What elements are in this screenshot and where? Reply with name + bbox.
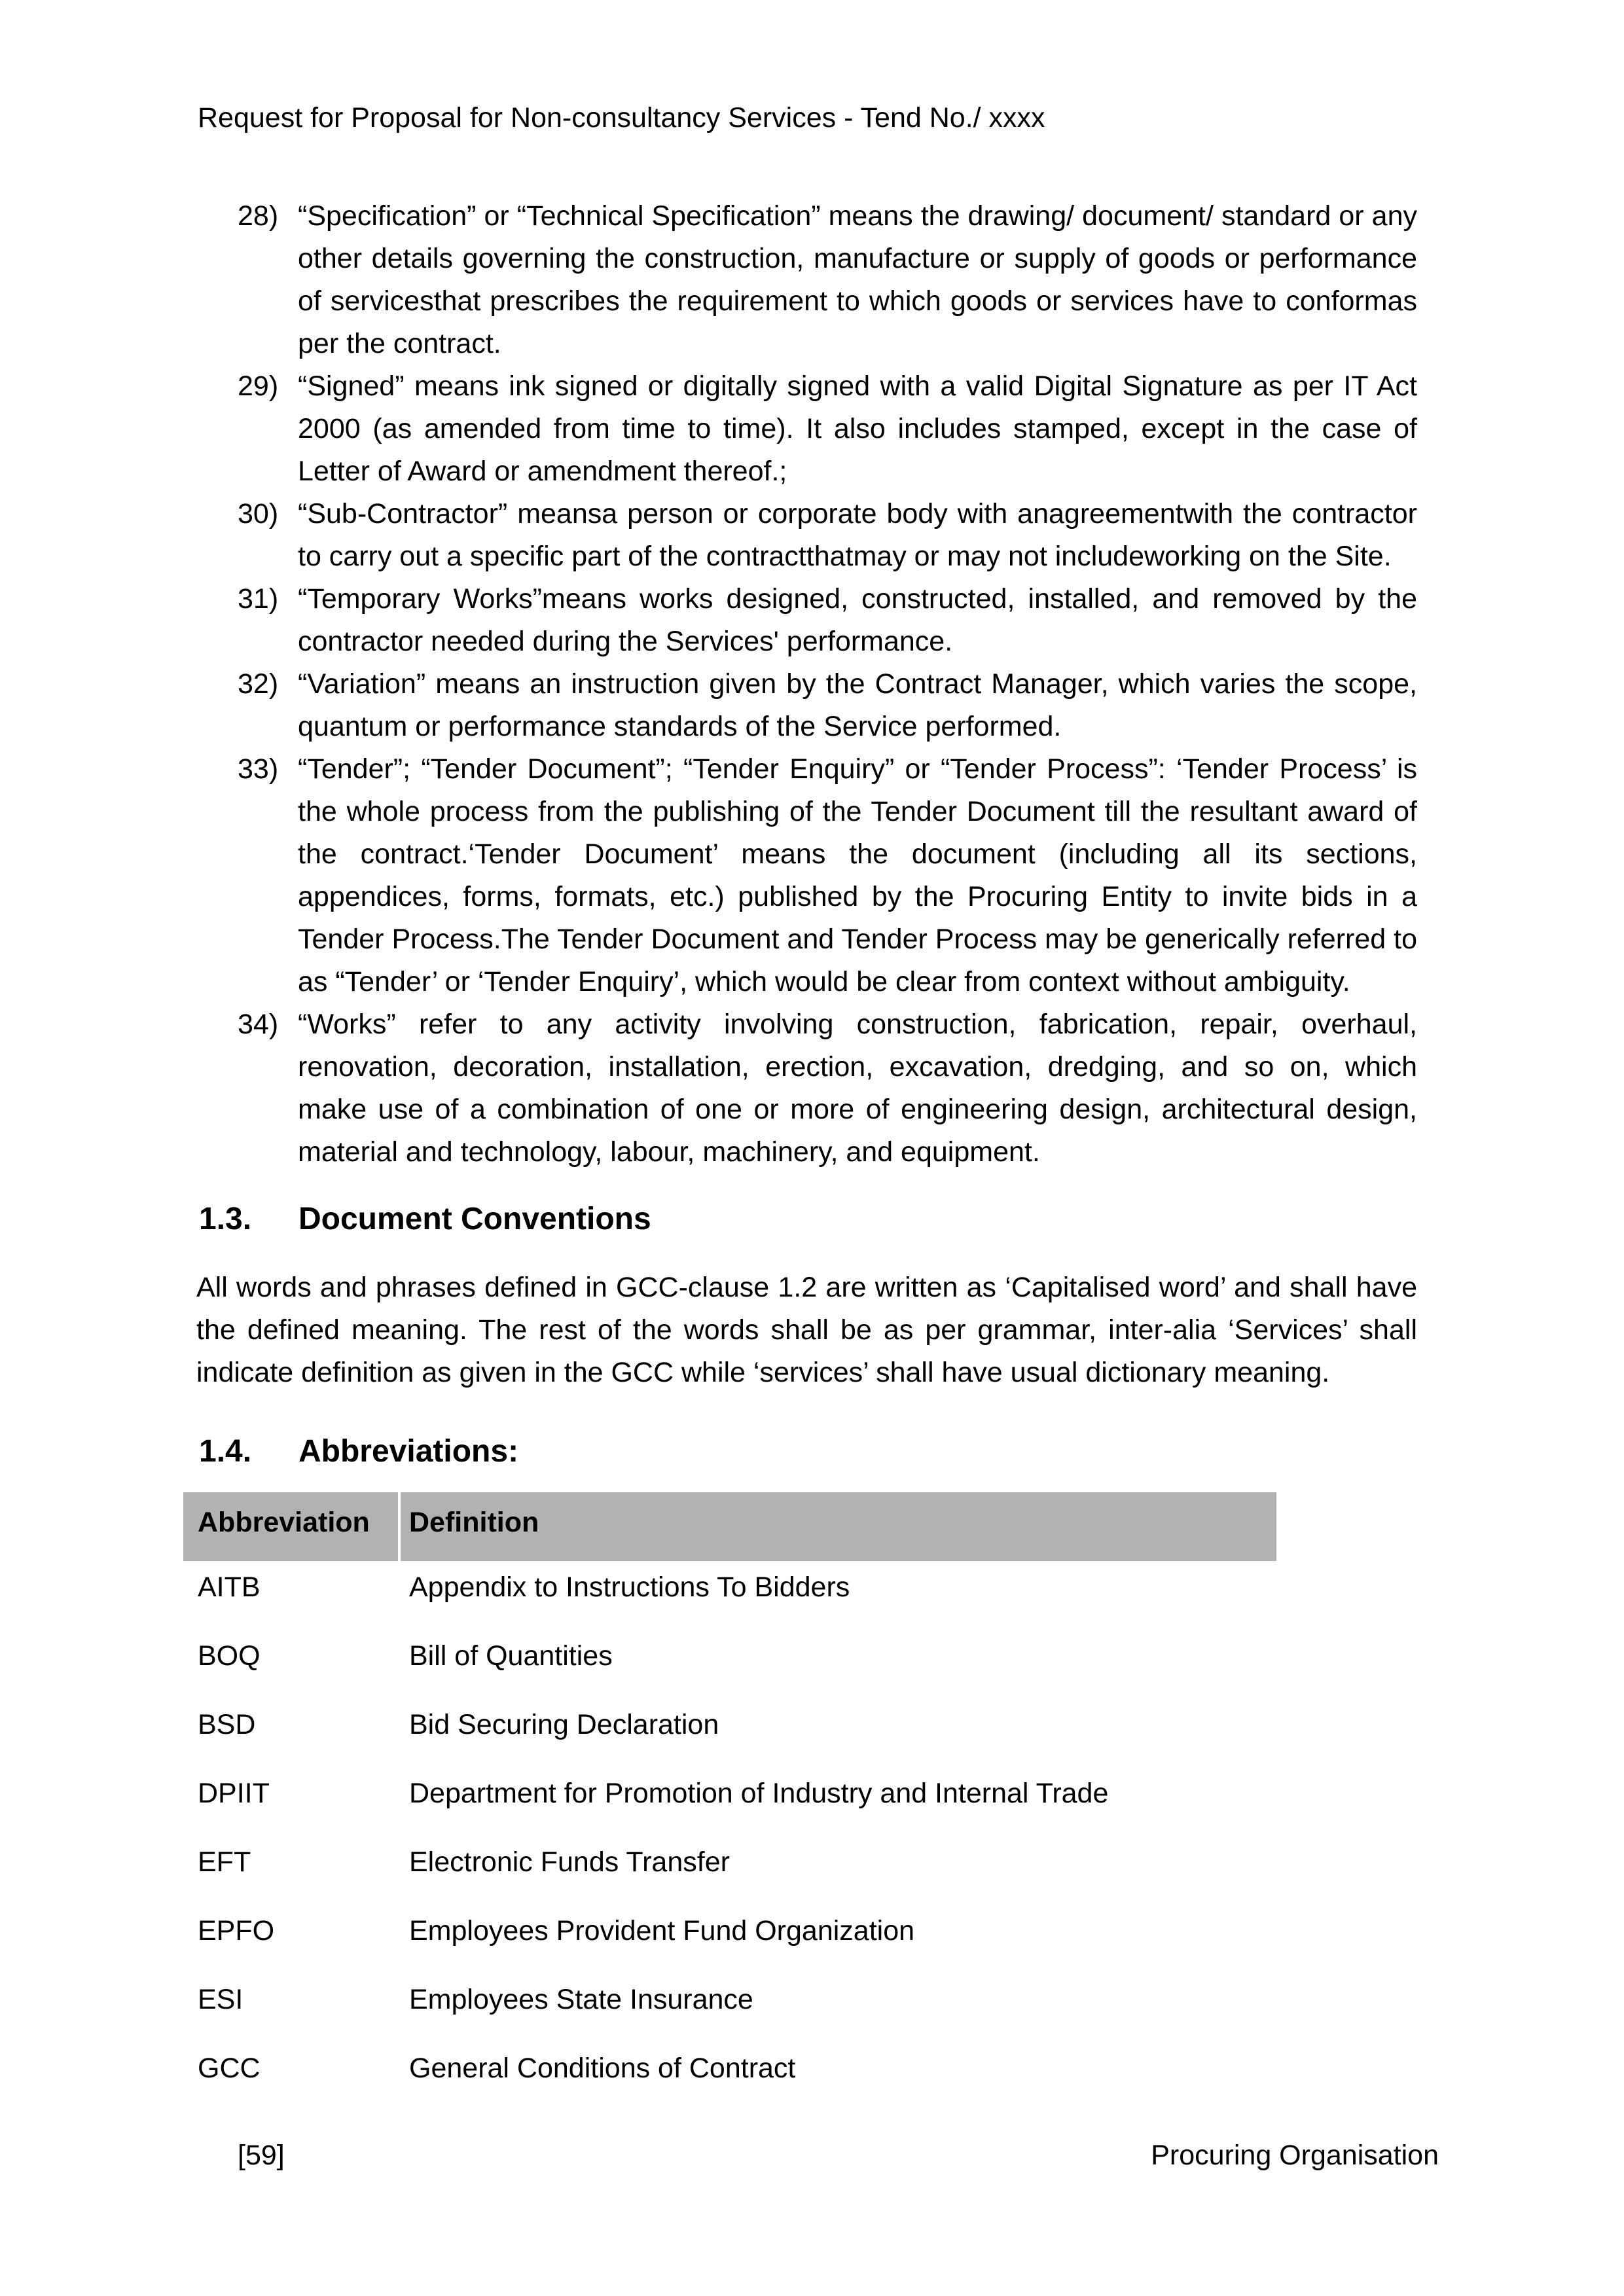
table-row	[183, 2042, 1276, 2111]
item-text: “Works” refer to any activity involving construction, fabrication, repair, overhaul, renovation, decoration, installation, erection, excavation, dredging, and so on, which make use of a combination of one or more of engineering design, architectural design, material and technology, labour, machinery, and equipment.	[298, 1009, 1417, 1168]
page-footer	[238, 2134, 1439, 2177]
abbreviation-cell: BSD	[198, 1709, 256, 1740]
definition-cell: General Conditions of Contract	[409, 2053, 796, 2084]
definition-cell: Bid Securing Declaration	[409, 1709, 719, 1740]
abbreviation-cell: GCC	[198, 2053, 261, 2084]
item-number: 28)	[238, 200, 279, 232]
table-row	[183, 1630, 1276, 1698]
item-number: 29)	[238, 370, 279, 402]
definition-item-29	[238, 365, 1417, 493]
definition-item-33	[238, 748, 1417, 1003]
definition-item-34	[238, 1003, 1417, 1174]
definition-cell: Electronic Funds Transfer	[409, 1846, 730, 1878]
table-row	[183, 1836, 1276, 1905]
abbreviations-table	[183, 1492, 1276, 2111]
item-text: “Sub-Contractor” meansa person or corporate body with anagreementwith the contractor to carry out a specific part of the contractthatmay or may not includeworking on the Site.	[298, 498, 1417, 572]
item-text: “Variation” means an instruction given by the Contract Manager, which varies the scope, quantum or performance standards of the Service performed.	[298, 668, 1417, 742]
abbreviation-cell: DPIIT	[198, 1778, 270, 1809]
section-heading-abbreviations	[199, 1430, 518, 1473]
definition-item-31	[238, 578, 1417, 663]
section-heading-document-conventions	[199, 1198, 651, 1240]
item-number: 31)	[238, 583, 279, 615]
definition-cell: Department for Promotion of Industry and Internal Trade	[409, 1778, 1109, 1809]
abbreviation-cell: EFT	[198, 1846, 251, 1878]
abbreviation-cell: ESI	[198, 1984, 244, 2015]
section-title: Document Conventions	[298, 1202, 651, 1236]
item-number: 34)	[238, 1009, 279, 1040]
section-title: Abbreviations:	[298, 1434, 519, 1469]
definition-item-30	[238, 493, 1417, 578]
definition-cell: Bill of Quantities	[409, 1640, 613, 1672]
item-text: “Temporary Works”means works designed, constructed, installed, and removed by the contractor needed during the Services' performance.	[298, 583, 1417, 657]
definition-cell: Employees State Insurance	[409, 1984, 753, 2015]
table-row	[183, 1561, 1276, 1630]
table-row	[183, 1973, 1276, 2042]
item-number: 32)	[238, 668, 279, 700]
running-header: Request for Proposal for Non-consultancy Services - Tend No./ xxxx	[198, 102, 1045, 134]
abbreviation-cell: AITB	[198, 1571, 261, 1603]
item-text: “Signed” means ink signed or digitally signed with a valid Digital Signature as per IT Act 2000 (as amended from time to time). It also includes stamped, except in the case of Letter of Award or amendment thereof.;	[298, 370, 1417, 487]
table-header-row	[183, 1492, 1276, 1561]
table-row	[183, 1767, 1276, 1836]
table-header-cell-abbreviation: Abbreviation	[183, 1492, 401, 1561]
footer-organisation: Procuring Organisation	[1151, 2140, 1439, 2171]
page-number: [59]	[238, 2140, 285, 2171]
section-number: 1.4.	[199, 1434, 252, 1469]
item-text: “Specification” or “Technical Specification” means the drawing/ document/ standard or any other details governing the construction, manufacture or supply of goods or performance of servicesthat prescribes the requirement to which goods or services have to conformas per the contract.	[298, 200, 1417, 359]
section-number: 1.3.	[199, 1202, 252, 1236]
definition-cell: Employees Provident Fund Organization	[409, 1915, 915, 1946]
table-header-cell-definition: Definition	[409, 1507, 539, 1538]
definitions-list	[238, 195, 1417, 1174]
conventions-paragraph: All words and phrases defined in GCC-clause 1.2 are written as ‘Capitalised word’ and shall have the defined meaning. The rest of the words shall be as per grammar, inter-alia ‘Services’ shall indicate definition as given in the GCC while ‘services’ shall have usual dictionary meaning.	[196, 1272, 1417, 1388]
item-number: 30)	[238, 498, 279, 529]
table-row	[183, 1905, 1276, 1973]
item-text: “Tender”; “Tender Document”; “Tender Enquiry” or “Tender Process”: ‘Tender Process’ is the whole process from the publishing of the Tender Document till the resultant award of the contract.‘Tender Document’ means the document (including all its sections, appendices, forms, formats, etc.) published by the Procuring Entity to invite bids in a Tender Process.The Tender Document and Tender Process may be generically referred to as “Tender’ or ‘Tender Enquiry’, which would be clear from context without ambiguity.	[298, 753, 1417, 997]
abbreviation-cell: EPFO	[198, 1915, 275, 1946]
table-row	[183, 1698, 1276, 1767]
definition-cell: Appendix to Instructions To Bidders	[409, 1571, 850, 1603]
item-number: 33)	[238, 753, 279, 785]
abbreviation-cell: BOQ	[198, 1640, 261, 1672]
definition-item-28	[238, 195, 1417, 365]
definition-item-32	[238, 663, 1417, 748]
